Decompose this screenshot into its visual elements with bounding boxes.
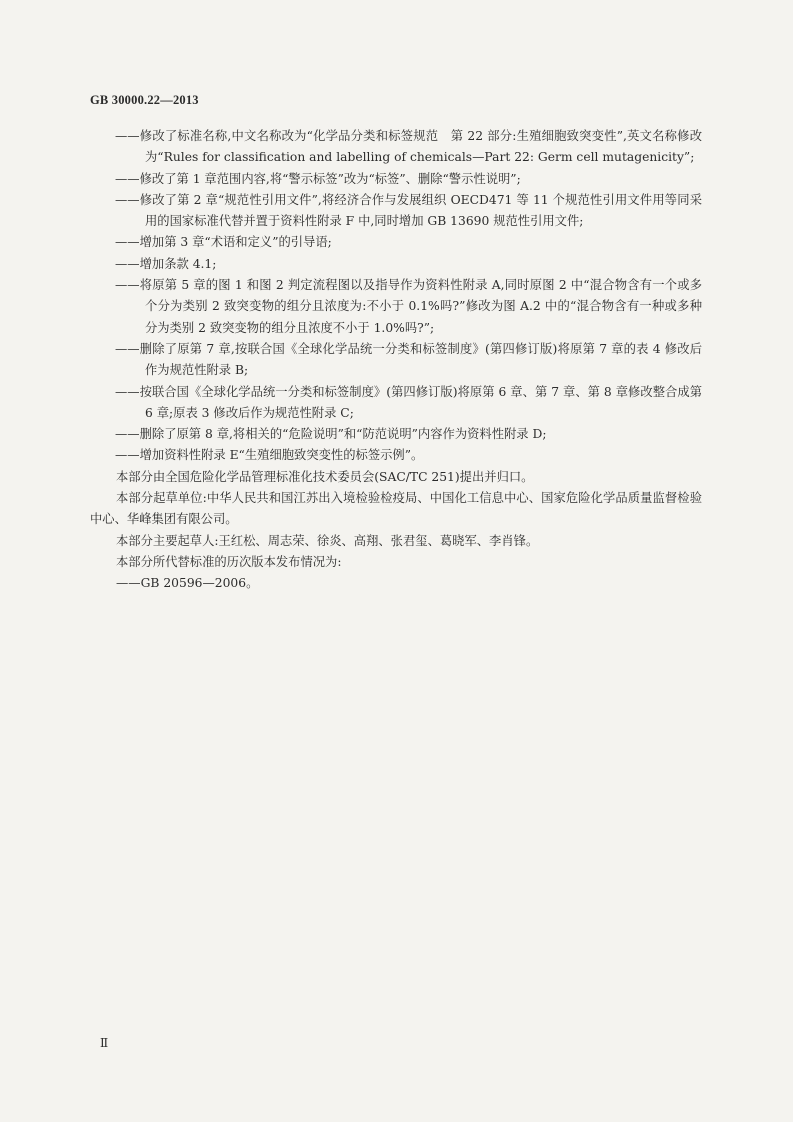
- change-item: ——将原第 5 章的图 1 和图 2 判定流程图以及指导作为资料性附录 A,同时原图 2 中“混合物含有一个或多个分为类别 2 致突变物的组分且浓度为:不小于 0.1%吗?”修改为图 A.2 中的“混合物含有一种或多种分为类别 2 致突变物的组分且浓度不小于 1.0%吗?”;: [115, 278, 702, 335]
- replaced-version-item: ——GB 20596—2006。: [116, 576, 259, 591]
- proposed-by-paragraph: 本部分由全国危险化学品管理标准化技术委员会(SAC/TC 251)提出并归口。: [116, 469, 534, 484]
- change-item: ——增加资料性附录 E“生殖细胞致突变性的标签示例”。: [115, 448, 424, 463]
- change-item: ——删除了原第 8 章,将相关的“危险说明”和“防范说明”内容作为资料性附录 D;: [115, 427, 547, 442]
- change-item: ——修改了第 1 章范围内容,将“警示标签”改为“标签”、删除“警示性说明”;: [115, 171, 521, 186]
- replaced-versions-intro: 本部分所代替标准的历次版本发布情况为:: [116, 554, 342, 569]
- change-item: ——增加条款 4.1;: [115, 256, 217, 271]
- change-item: ——增加第 3 章“术语和定义”的引导语;: [115, 235, 332, 250]
- drafters-paragraph: 本部分主要起草人:王红松、周志荣、徐炎、高翔、张君玺、葛晓军、李肖锋。: [116, 533, 539, 548]
- change-item: ——按联合国《全球化学品统一分类和标签制度》(第四修订版)将原第 6 章、第 7 章、第 8 章修改整合成第 6 章;原表 3 修改后作为规范性附录 C;: [115, 384, 702, 420]
- change-item: ——修改了第 2 章“规范性引用文件”,将经济合作与发展组织 OECD471 等 11 个规范性引用文件用等同采用的国家标准代替并置于资料性附录 F 中,同时增加 GB 13690 规范性引用文件;: [115, 192, 702, 229]
- foreword-body: [90, 126, 702, 595]
- drafting-units-paragraph: 本部分起草单位:中华人民共和国江苏出入境检验检疫局、中国化工信息中心、国家危险化学品质量监督检验中心、华峰集团有限公司。: [90, 491, 702, 527]
- document-number-header: GB 30000.22—2013: [90, 93, 199, 107]
- page-number: Ⅱ: [100, 1036, 109, 1050]
- change-item: ——删除了原第 7 章,按联合国《全球化学品统一分类和标签制度》(第四修订版)将原第 7 章的表 4 修改后作为规范性附录 B;: [115, 341, 702, 378]
- change-item: ——修改了标准名称,中文名称改为“化学品分类和标签规范 第 22 部分:生殖细胞致突变性”,英文名称修改为“Rules for classification and labelling of chemicals—Part 22: Germ cell mutagenicity”;: [115, 129, 702, 165]
